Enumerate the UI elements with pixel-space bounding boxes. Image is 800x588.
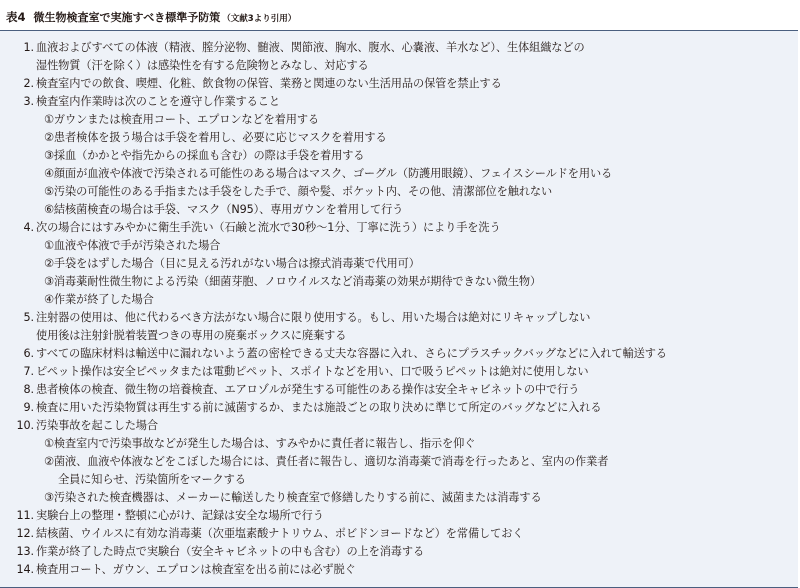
table-source-note: （文献3より引用） — [222, 14, 297, 24]
list-item — [14, 381, 784, 399]
table-number: 表4 — [6, 10, 26, 24]
item-number: 13. — [16, 545, 34, 558]
list-item — [14, 363, 784, 381]
table-box — [0, 30, 798, 588]
sub-item: ②患者検体を扱う場合は手袋を着用し、必要に応じマスクを着用する — [44, 131, 387, 144]
precaution-list — [14, 39, 784, 579]
item-number: 1. — [23, 41, 34, 54]
item-number: 12. — [16, 527, 34, 540]
list-item — [14, 309, 784, 327]
list-item — [14, 399, 784, 417]
sub-item: ⑤汚染の可能性のある手指または手袋をした手で、顔や髪、ポケット内、その他、清潔部位を触れない — [44, 185, 553, 198]
table-caption — [6, 9, 296, 27]
item-number: 10. — [16, 419, 34, 432]
sub-item: ②手袋をはずした場合（目に見える汚れがない場合は擦式消毒薬で代用可） — [44, 257, 420, 270]
sub-item: ⑥結核菌検査の場合は手袋、マスク（N95）、専用ガウンを着用して行う — [44, 203, 404, 216]
list-item — [14, 219, 784, 237]
list-item-continuation: 使用後は注射針脱着装置つきの専用の廃棄ボックスに廃棄する — [36, 329, 347, 342]
item-number: 9. — [23, 401, 34, 414]
list-item — [14, 417, 784, 435]
item-text: 注射器の使用は、他に代わるべき方法がない場合に限り使用する。もし、用いた場合は絶対にリキャップしない — [36, 311, 591, 324]
item-number: 4. — [23, 221, 34, 234]
list-item — [14, 93, 784, 111]
sub-item-continuation: 全員に知らせ、汚染箇所をマークする — [58, 473, 246, 486]
item-text: 検査室内での飲食、喫煙、化粧、飲食物の保管、業務と関連のない生活用品の保管を禁止する — [36, 77, 502, 90]
sub-item: ②菌液、血液や体液などをこぼした場合には、責任者に報告し、適切な消毒薬で消毒を行ったあと、室内の作業者 — [44, 455, 609, 468]
item-number: 7. — [23, 365, 34, 378]
item-number: 11. — [16, 509, 34, 522]
item-text: すべての臨床材料は輸送中に漏れないよう蓋の密栓できる丈夫な容器に入れ、さらにプラスチックバッグなどに入れて輸送する — [36, 347, 667, 360]
item-text: ピペット操作は安全ピペッタまたは電動ピペット、スポイトなどを用い、口で吸うピペットは絶対に使用しない — [36, 365, 589, 378]
list-item — [14, 525, 784, 543]
sub-item: ①ガウンまたは検査用コート、エプロンなどを着用する — [44, 113, 320, 126]
sub-item: ①血液や体液で手が汚染された場合 — [44, 239, 221, 252]
sub-item: ③汚染された検査機器は、メーカーに輸送したり検査室で修繕したりする前に、滅菌または消毒する — [44, 491, 542, 504]
item-text: 結核菌、ウイルスに有効な消毒薬（次亜塩素酸ナトリウム、ポビドンヨードなど）を常備しておく — [36, 527, 524, 540]
item-number: 8. — [23, 383, 34, 396]
item-text: 実験台上の整理・整頓に心がけ、記録は安全な場所で行う — [36, 509, 324, 522]
table-title: 微生物検査室で実施すべき標準予防策 — [33, 11, 221, 24]
list-item — [14, 561, 784, 579]
sub-item: ③採血（かかとや指先からの採血も含む）の際は手袋を着用する — [44, 149, 365, 162]
item-text: 検査用コート、ガウン、エプロンは検査室を出る前には必ず脱ぐ — [36, 563, 356, 576]
sub-item: ①検査室内で汚染事故などが発生した場合は、すみやかに責任者に報告し、指示を仰ぐ — [44, 437, 476, 450]
list-item — [14, 345, 784, 363]
item-text: 作業が終了した時点で実験台（安全キャビネットの中も含む）の上を消毒する — [36, 545, 425, 558]
item-number: 5. — [23, 311, 34, 324]
item-number: 3. — [23, 95, 34, 108]
item-text: 汚染事故を起こした場合 — [36, 419, 158, 432]
item-text: 検査に用いた汚染物質は再生する前に滅菌するか、または施設ごとの取り決めに準じて所定のバッグなどに入れる — [36, 401, 602, 414]
item-number: 14. — [16, 563, 34, 576]
list-item — [14, 75, 784, 93]
list-item — [14, 543, 784, 561]
list-item — [14, 507, 784, 525]
sub-item: ④顔面が血液や体液で汚染される可能性のある場合はマスク、ゴーグル（防護用眼鏡）、フェイスシールドを用いる — [44, 167, 613, 180]
item-text: 次の場合にはすみやかに衛生手洗い（石鹸と流水で30秒〜1分、丁寧に洗う）により手を洗う — [36, 221, 501, 234]
item-number: 6. — [23, 347, 34, 360]
item-text: 患者検体の検査、微生物の培養検査、エアロゾルが発生する可能性のある操作は安全キャビネットの中で行う — [36, 383, 580, 396]
item-text: 検査室内作業時は次のことを遵守し作業すること — [36, 95, 280, 108]
sub-item: ③消毒薬耐性微生物による汚染（細菌芽胞、ノロウイルスなど消毒薬の効果が期待できない微生物） — [44, 275, 542, 288]
item-text: 血液およびすべての体液（精液、膣分泌物、髄液、関節液、胸水、腹水、心嚢液、羊水など）、生体組織などの — [36, 41, 585, 54]
item-number: 2. — [23, 77, 34, 90]
sub-item: ④作業が終了した場合 — [44, 293, 154, 306]
list-item-continuation: 湿性物質（汗を除く）は感染性を有する危険物とみなし、対応する — [36, 59, 369, 72]
list-item — [14, 39, 784, 57]
